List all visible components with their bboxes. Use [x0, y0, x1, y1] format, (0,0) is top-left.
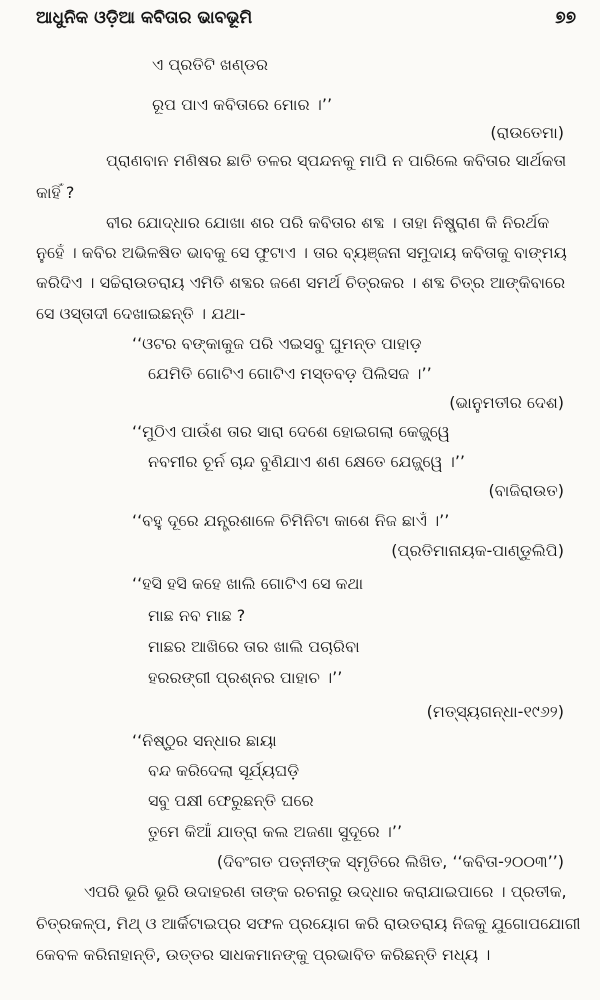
page-header [36, 8, 576, 34]
quote-line: ମାଛ ନବ ମାଛ ? [148, 606, 246, 625]
source-citation: (ଦିବଂଗତ ପତ୍ନୀଙ୍କ ସ୍ମୃତିରେ ଲିଖିତ, ‘‘କବିତା-୨୦୦୩’’) [216, 852, 564, 871]
quote-line: ‘‘ନିଷ୍ଠୁର ସନ୍ଧାର ଛାୟା [132, 731, 277, 750]
quote-line: ‘‘ମୁଠିଏ ପାଉଁଶ ତାର ସାରା ଦେଶେ ହୋଇଗଲା କେଜ୍ଜ୍ୱେ [132, 422, 450, 441]
paragraph-line: ନୁହେଁ । କବିର ଅଭିଳଷିତ ଭାବକୁ ସେ ଫୁଟାଏ । ତାର ବ୍ୟଞ୍ଜନା ସମୁଦାୟ କବିତାକୁ ବାଙ୍ମୟ [36, 243, 567, 262]
quote-line: ତୁମେ କିଆଁ ଯାତ୍ରା କଲ ଅଜଣା ସୁଦୂରେ ।’’ [148, 822, 403, 841]
quote-line: ଯେମିତି ଗୋଟିଏ ଗୋଟିଏ ମସ୍ତବଡ଼ ପିଲିସଜ ।’’ [148, 364, 432, 383]
quote-line: ‘‘ହସି ହସି କହେ ଖାଲି ଗୋଟିଏ ସେ କଥା [132, 574, 364, 593]
paragraph-line: ବୀର ଯୋଦ୍ଧାର ଯୋଖା ଶର ପରି କବିତାର ଶବ୍ଦ । ତାହା ନିଷ୍ପ୍ରାଣ କି ନିରର୍ଥକ [106, 213, 550, 232]
source-citation: (ରାଉତେମା) [490, 123, 564, 142]
paragraph-line: କେବଳ କରିନାହାନ୍ତି, ଉତ୍ତର ସାଧକମାନଙ୍କୁ ପ୍ରଭାବିତ କରିଛନ୍ତି ମଧ୍ୟ । [36, 945, 491, 964]
quote-line: ‘‘ଓଟର ବଙ୍କାକୁଜ ପରି ଏଇସବୁ ଘୁମନ୍ତ ପାହାଡ଼ [132, 334, 422, 353]
quote-line: ବନ୍ଦ କରିଦେଲା ସୂର୍ଯ୍ୟଘଡ଼ି [148, 761, 300, 780]
quote-line: ନବମୀର ଚୂର୍ନ ଚାନ୍ଦ ବୁଣିଯାଏ ଶଣ କ୍ଷେତେ ଯେଜ୍ଜ୍ୱେ ।’’ [148, 452, 466, 471]
poem-line: ଏ ପ୍ରତିଟି ଖଣ୍ଡର [152, 55, 269, 74]
paragraph-line: ସେ ଓସ୍ତାଦୀ ଦେଖାଇଛନ୍ତି । ଯଥା- [36, 304, 246, 323]
quote-line: ମାଛର ଆଖିରେ ତାର ଖାଲି ପଚାରିବା [148, 637, 360, 656]
quote-line: ହରରଙ୍ଗୀ ପ୍ରଶ୍ନର ପାହାଚ ।’’ [148, 668, 343, 687]
quote-line: ‘‘ବହୁ ଦୂରେ ଯନ୍ତ୍ରଶାଳେ ଚିମିନିଟା କାଶେ ନିଜ ଛାଏଁ ।’’ [132, 511, 450, 530]
running-title: ଆଧୁନିକ ଓଡ଼ିଆ କବିତାର ଭାବଭୂମି [36, 8, 253, 28]
quote-line: ସବୁ ପକ୍ଷୀ ଫେରୁଛନ୍ତି ଘରେ [148, 791, 314, 810]
paragraph-line: ପ୍ରାଣବାନ ମଣିଷର ଛାତି ତଳର ସ୍ପନ୍ଦନକୁ ମାପି ନ ପାରିଲେ କବିତାର ସାର୍ଥକତା [106, 151, 567, 170]
page-number: ୭୭ [555, 8, 576, 28]
source-citation: (ପ୍ରତିମାନାୟକ-ପାଣ୍ଡୁଲିପି) [391, 541, 564, 560]
paragraph-line: ଏପରି ଭୂରି ଭୂରି ଉଦାହରଣ ତାଙ୍କ ରଚନାରୁ ଉଦ୍ଧାର କରାଯାଇପାରେ । ପ୍ରତୀକ, [84, 882, 567, 901]
paragraph-line: କାହିଁ ? [36, 183, 75, 202]
source-citation: (ଭାନୁମତୀର ଦେଶ) [449, 393, 564, 412]
paragraph-line: କରିଦିଏ । ସଚ୍ଚିରାଉତରାୟ ଏମିତି ଶବ୍ଦର ଜଣେ ସମର୍ଥ ଚିତ୍ରକର । ଶବ୍ଦ ଚିତ୍ର ଆଙ୍କିବାରେ [36, 273, 566, 292]
source-citation: (ବାଜିରାଉତ) [488, 481, 564, 500]
poem-line: ରୂପ ପାଏ କବିତାରେ ମୋର ।’’ [152, 95, 333, 114]
paragraph-line: ଚିତ୍ରକଳ୍ପ, ମିଥ୍ ଓ ଆର୍କିଟାଇପ୍‌ର ସଫଳ ପ୍ରୟୋଗ କରି ରାଉତରାୟ ନିଜକୁ ଯୁଗୋପଯୋଗୀ [36, 914, 581, 933]
source-citation: (ମତ୍ସ୍ୟଗନ୍ଧା-୧୯୬୨) [426, 702, 564, 721]
